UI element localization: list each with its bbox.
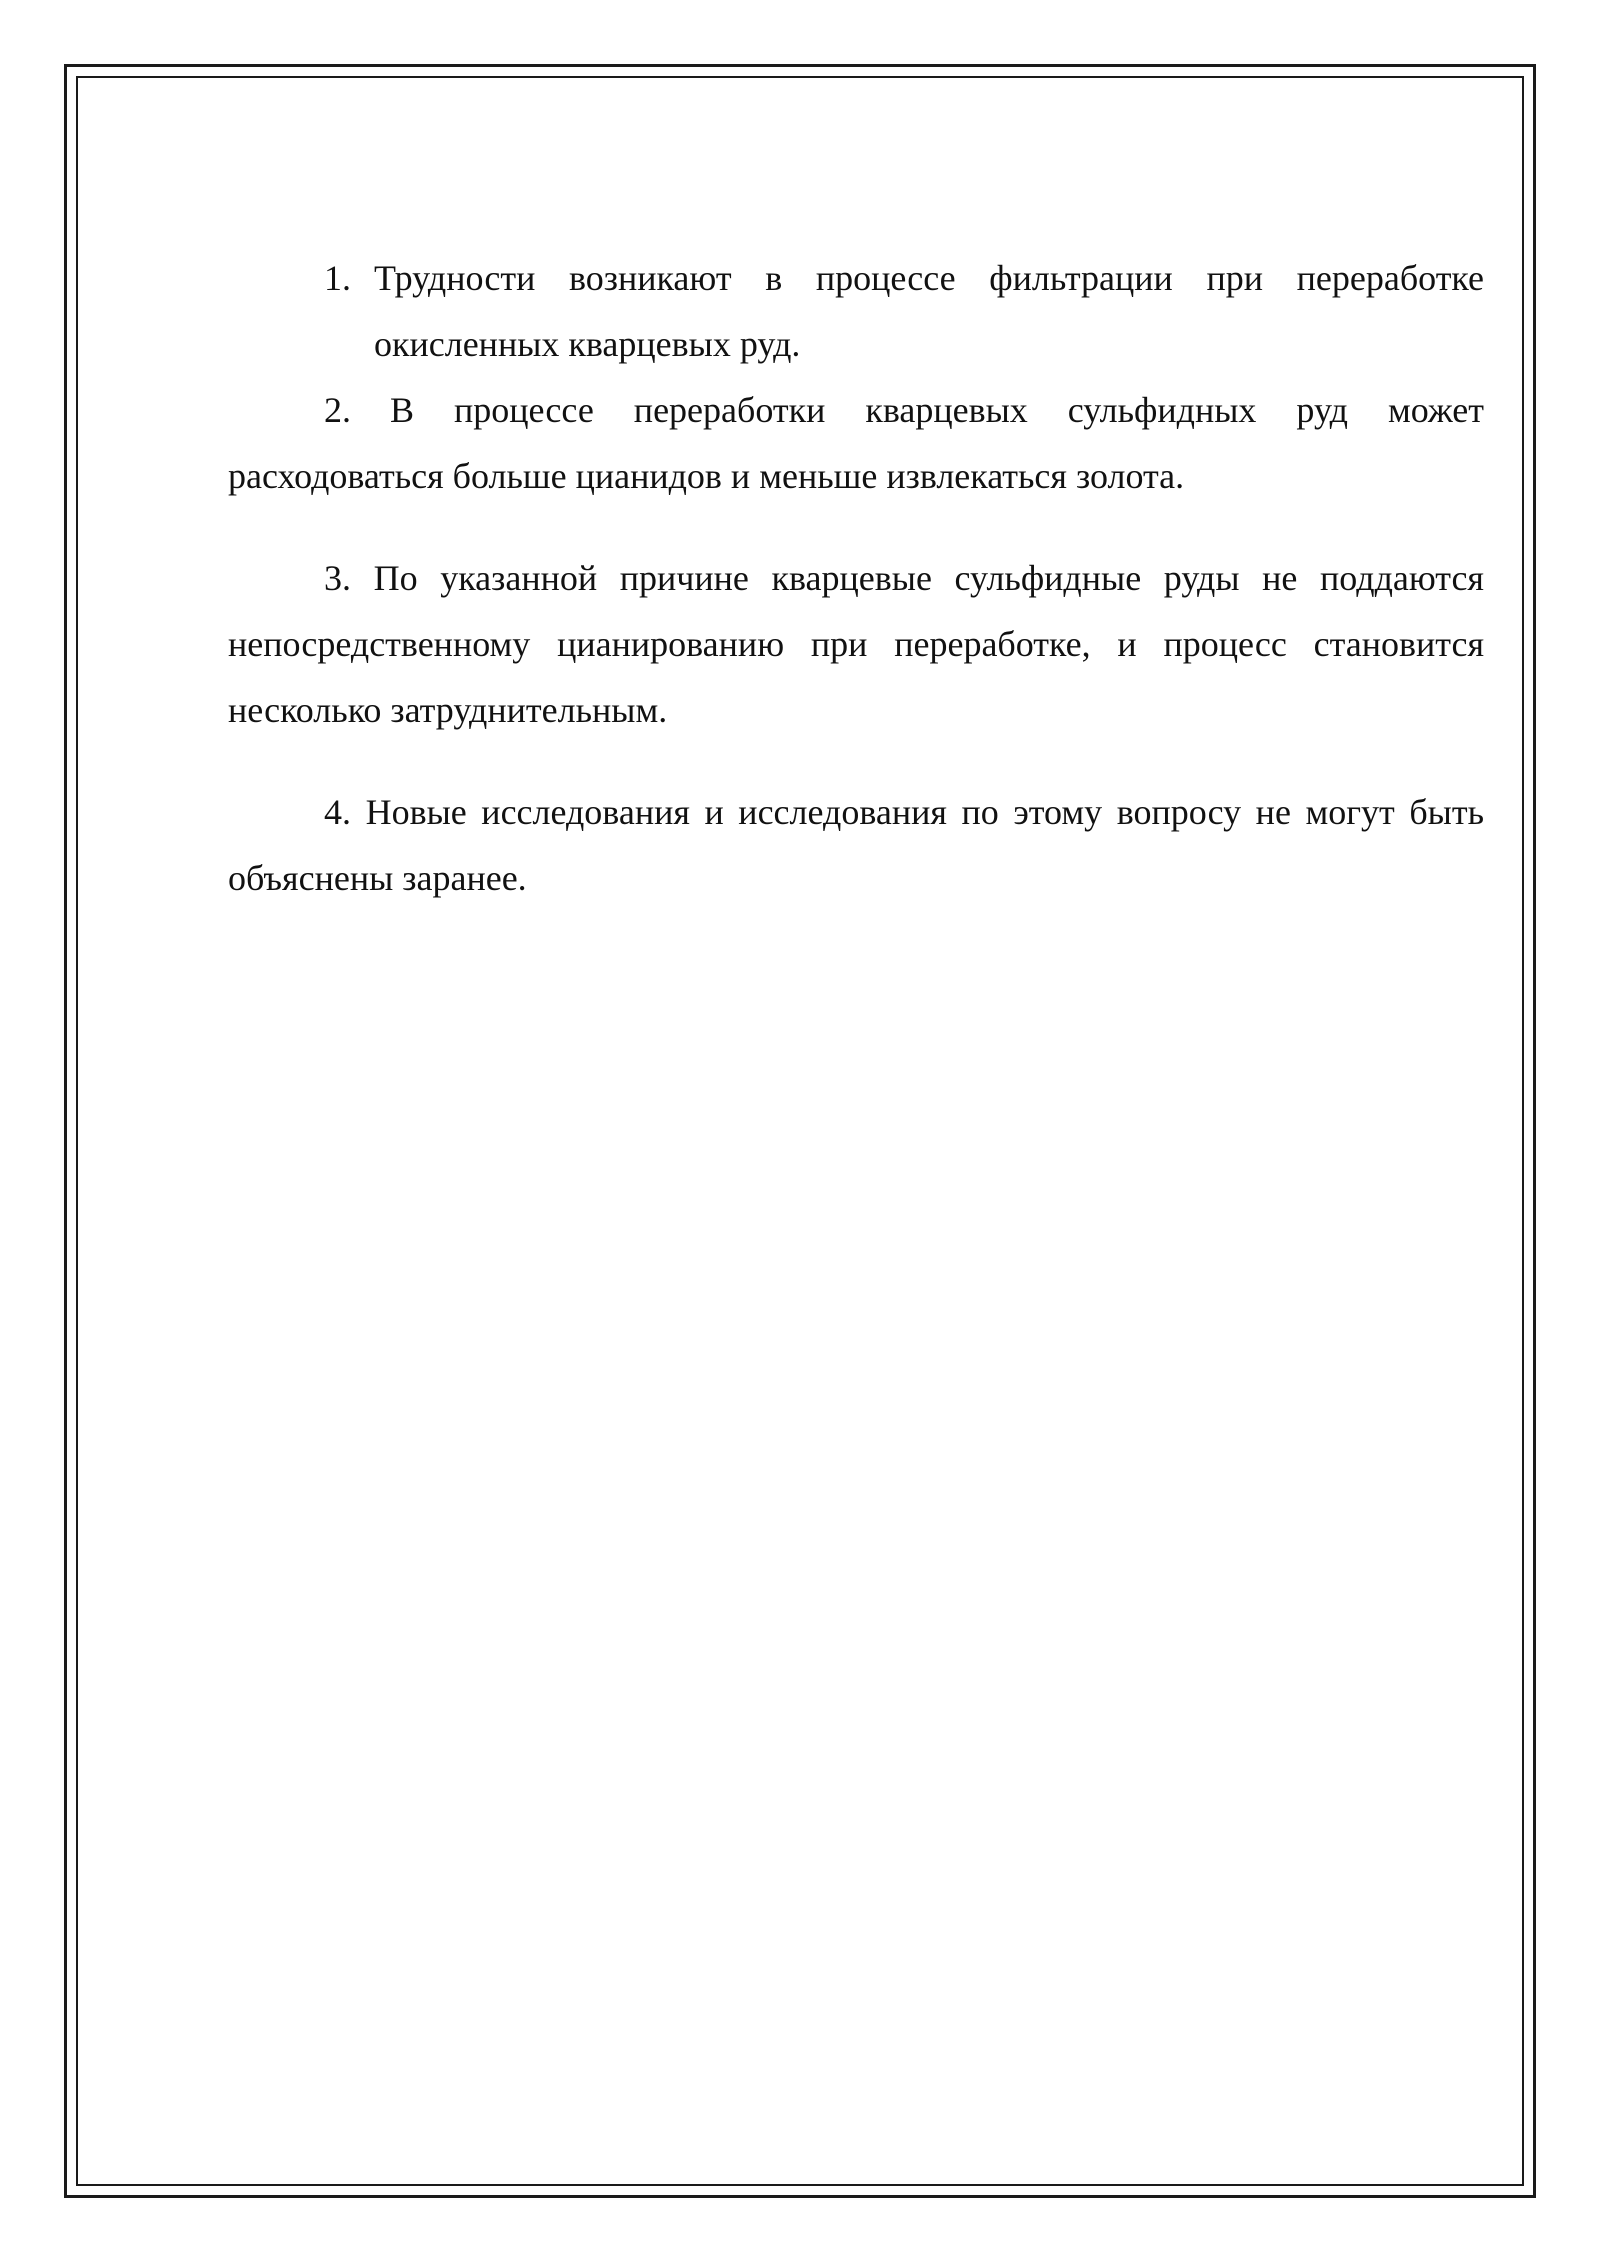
paragraph-2: [228, 377, 1484, 509]
paragraph-4: 4. Новые исследования и исследования по этому вопросу не могут быть объяснены заранее.: [228, 792, 1484, 898]
list-item-text: Трудности возникают в процессе фильтрации при переработке окисленных кварцевых руд.: [374, 258, 1484, 364]
paragraph-3: 3. По указанной причине кварцевые сульфидные руды не поддаются непосредственному цианированию при переработке, и процесс становится несколько затруднительным.: [228, 558, 1484, 730]
paragraph-number: 2.: [324, 390, 351, 430]
document-body: [228, 245, 1484, 911]
paragraph-text: В процессе переработки кварцевых сульфидных руд может расходоваться больше цианидов и меньше извлекаться золота.: [228, 390, 1484, 496]
list-item-number: 1.: [324, 258, 351, 298]
list-item-1: [228, 245, 1484, 377]
